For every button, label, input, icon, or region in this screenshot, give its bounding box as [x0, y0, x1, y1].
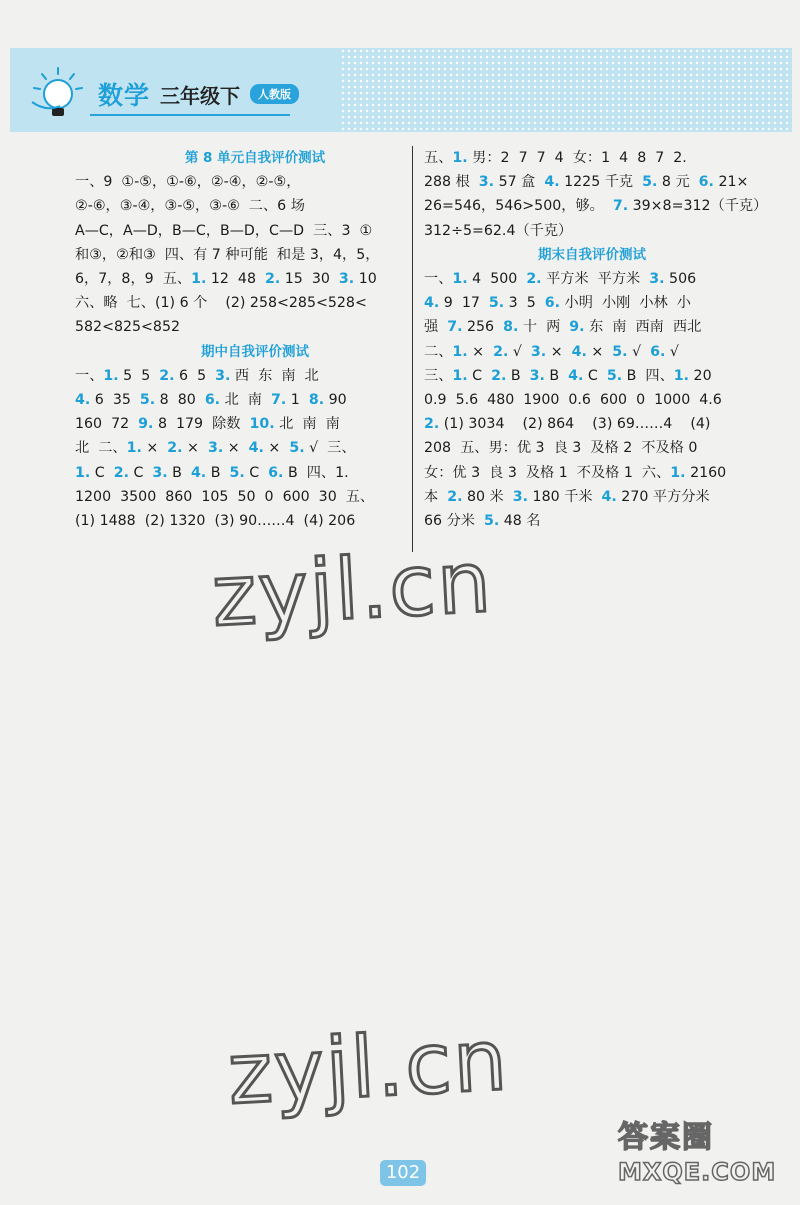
answer-line: 一、1. 4 500 2. 平方米 平方米 3. 506	[424, 271, 697, 288]
answer-line: 1200 3500 860 105 50 0 600 30 五、	[75, 488, 375, 505]
answer-line: 6，7，8，9 五、1. 12 48 2. 15 30 3. 10	[75, 271, 377, 288]
answer-line: 一、9 ①-⑤，①-⑥，②-④，②-⑤，	[75, 174, 301, 191]
header-dot-pattern	[340, 48, 792, 132]
answer-line: 0.9 5.6 480 1900 0.6 600 0 1000 4.6	[424, 392, 722, 409]
answer-line: 26=546，546>500，够。 7. 39×8=312（千克）	[424, 198, 768, 215]
stamp-bottom-text: MXQE.COM	[618, 1158, 777, 1186]
answer-line: 312÷5=62.4（千克）	[424, 222, 573, 239]
answer-line: 本 2. 80 米 3. 180 千米 4. 270 平方分米	[424, 488, 710, 505]
page-number: 102	[380, 1160, 426, 1186]
answer-line: 2. (1) 3034 (2) 864 (3) 69……4 (4)	[424, 416, 711, 433]
grade-label: 三年级下	[160, 83, 241, 108]
answer-line: 强 7. 256 8. 十 两 9. 东 南 西南 西北	[424, 319, 702, 336]
lightbulb-icon	[28, 66, 88, 122]
answer-line: 288 根 3. 57 盒 4. 1225 千克 5. 8 元 6. 21×	[424, 174, 749, 191]
answer-line: 一、1. 5 5 2. 6 5 3. 西 东 南 北	[75, 367, 319, 384]
answer-line: 582<825<852	[75, 319, 181, 336]
header-underline	[90, 114, 290, 116]
answer-line: 66 分米 5. 48 名	[424, 513, 541, 530]
answer-line: 二、1. × 2. √ 3. × 4. × 5. √ 6. √	[424, 343, 679, 360]
left-answer-column	[75, 146, 435, 533]
answer-line: A—C，A—D，B—C，B—D，C—D 三、3 ①	[75, 222, 373, 239]
watermark-text: zyjl.cn	[225, 1010, 511, 1124]
answer-line: 北 二、1. × 2. × 3. × 4. × 5. √ 三、	[75, 440, 356, 457]
subject-label: 数学	[98, 81, 151, 110]
answer-line: ②-⑥，③-④，③-⑤，③-⑥ 二、6 场	[75, 198, 305, 215]
answer-line: 六、略 七、(1) 6 个 (2) 258<285<528<	[75, 295, 367, 312]
watermark-text: zyjl.cn	[209, 532, 495, 646]
site-stamp	[618, 1112, 786, 1194]
answer-line: 1. C 2. C 3. B 4. B 5. C 6. B 四、1.	[75, 464, 349, 481]
section-title: 期中自我评价测试	[201, 343, 309, 360]
answer-line: 4. 9 17 5. 3 5 6. 小明 小刚 小林 小	[424, 295, 691, 312]
answer-line: 160 72 9. 8 179 除数 10. 北 南 南	[75, 416, 340, 433]
answer-line: 4. 6 35 5. 8 80 6. 北 南 7. 1 8. 90	[75, 392, 347, 409]
section-title: 第 8 单元自我评价测试	[184, 150, 326, 166]
section-title: 期末自我评价测试	[538, 246, 646, 263]
edition-badge: 人教版	[250, 84, 299, 104]
answer-line: 208 五、男：优 3 良 3 及格 2 不及格 0	[424, 440, 698, 457]
answer-line: 和③，②和③ 四、有 7 种可能 和是 3，4，5，	[75, 246, 380, 263]
column-divider	[412, 146, 413, 552]
stamp-top-text: 答案圈	[618, 1120, 714, 1155]
answer-line: (1) 1488 (2) 1320 (3) 90……4 (4) 206	[75, 513, 356, 530]
answer-line: 五、1. 男：2 7 7 4 女：1 4 8 7 2.	[424, 150, 687, 166]
answer-line: 三、1. C 2. B 3. B 4. C 5. B 四、1. 20	[424, 367, 712, 384]
answer-line: 女：优 3 良 3 及格 1 不及格 1 六、1. 2160	[424, 464, 727, 481]
right-answer-column	[424, 146, 768, 533]
